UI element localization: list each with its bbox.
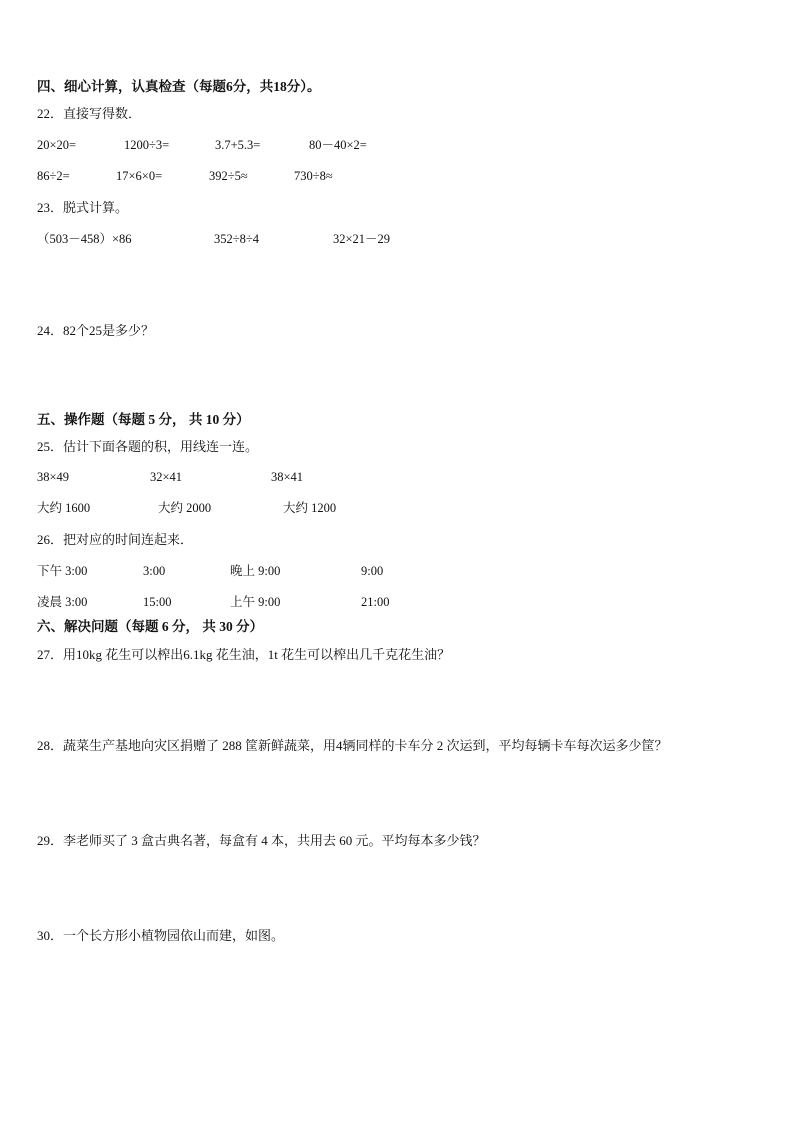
q22-item: 3.7+5.3= xyxy=(215,138,261,152)
question-23-stem: 23．脱式计算。 xyxy=(37,200,129,215)
question-28: 28．蔬菜生产基地向灾区捐赠了 288 筐新鲜蔬菜，用4辆同样的卡车分 2 次运到，平均每辆卡车每次运多少筐？ xyxy=(37,738,668,753)
q22-item: 86÷2= xyxy=(37,169,70,183)
section-5-heading: 五、操作题（每题 5 分， 共 10 分） xyxy=(37,412,250,427)
q25-estimate: 大约 1600 xyxy=(37,501,91,515)
q26-time: 21:00 xyxy=(361,595,390,609)
q22-item: 80－40×2= xyxy=(309,138,367,152)
question-24-stem: 24．82个25是多少？ xyxy=(37,323,155,338)
q26-time: 3:00 xyxy=(143,564,166,578)
q22-item: 1200÷3= xyxy=(124,138,170,152)
q23-item: 32×21－29 xyxy=(333,232,391,246)
q25-product: 32×41 xyxy=(150,470,183,484)
section-4-heading: 四、细心计算，认真检查（每题6分，共18分）。 xyxy=(37,79,321,94)
section-6-heading: 六、解决问题（每题 6 分， 共 30 分） xyxy=(37,619,264,634)
question-27: 27．用10kg 花生可以榨出6.1kg 花生油，1t 花生可以榨出几千克花生油？ xyxy=(37,647,451,662)
q25-estimate: 大约 1200 xyxy=(283,501,337,515)
q26-time: 15:00 xyxy=(143,595,172,609)
q26-time: 凌晨 3:00 xyxy=(37,595,88,609)
q22-item: 17×6×0= xyxy=(116,169,163,183)
q23-item: 352÷8÷4 xyxy=(214,232,259,246)
q26-time: 晚上 9:00 xyxy=(230,564,281,578)
q26-time: 下午 3:00 xyxy=(37,564,88,578)
question-22-stem: 22．直接写得数． xyxy=(37,106,142,121)
q23-item: （503－458）×86 xyxy=(37,232,132,246)
question-30: 30．一个长方形小植物园依山而建，如图。 xyxy=(37,928,285,943)
question-26-stem: 26．把对应的时间连起来． xyxy=(37,532,194,547)
q22-item: 392÷5≈ xyxy=(209,169,248,183)
q25-product: 38×49 xyxy=(37,470,70,484)
question-25-stem: 25．估计下面各题的积，用线连一连。 xyxy=(37,439,259,454)
q22-item: 20×20= xyxy=(37,138,77,152)
q22-item: 730÷8≈ xyxy=(294,169,333,183)
question-29: 29．李老师买了 3 盒古典名著，每盒有 4 本，共用去 60 元。平均每本多少钱？ xyxy=(37,833,486,848)
q25-product: 38×41 xyxy=(271,470,304,484)
q26-time: 9:00 xyxy=(361,564,384,578)
q26-time: 上午 9:00 xyxy=(230,595,281,609)
q25-estimate: 大约 2000 xyxy=(158,501,212,515)
